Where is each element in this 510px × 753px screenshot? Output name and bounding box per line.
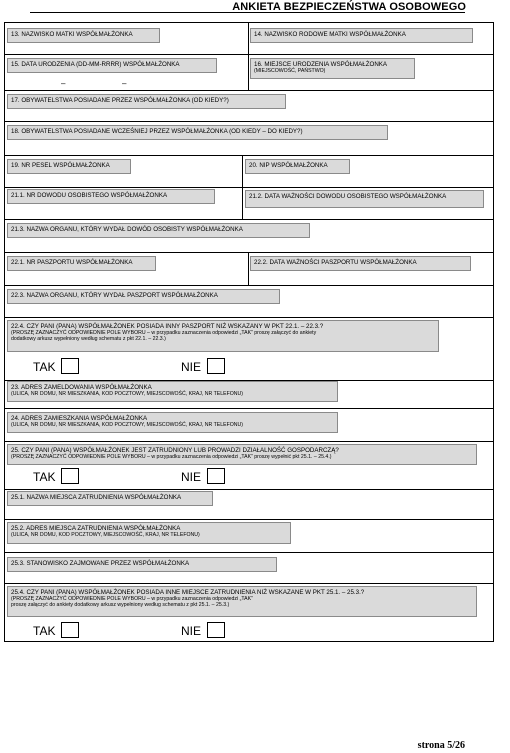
checkbox-22-4-no[interactable] <box>207 358 225 374</box>
field-14-mother-maiden-name[interactable]: 14. NAZWISKO RODOWE MATKI WSPÓŁMAŁŻONKA <box>250 28 473 43</box>
field-16-birth-place[interactable]: 16. MIEJSCE URODZENIA WSPÓŁMAŁŻONKA (MIEJSCOWOŚĆ, PAŃSTWO) <box>250 58 415 79</box>
field-21-2-id-expiry[interactable]: 21.2. DATA WAŻNOŚCI DOWODU OSOBISTEGO WSPÓŁMAŁŻONKA <box>245 190 484 208</box>
option-yes-label: TAK <box>33 624 56 638</box>
form-section <box>4 22 494 642</box>
column-divider <box>248 252 249 285</box>
field-25-employment[interactable]: 25. CZY PANI (PANA) WSPÓŁMAŁŻONEK JEST ZATRUDNIONY LUB PROWADZI DZIAŁALNOŚĆ GOSPODARCZĄ? (PROSZĘ ZAZNACZYĆ ODPOWIEDNIE POLE WYBORU – w przypadku zaznaczenia odpowiedzi „TAK” proszę wypełnić pkt 25.1. – 25.4.) <box>7 444 477 465</box>
field-21-1-id-number[interactable]: 21.1. NR DOWODU OSOBISTEGO WSPÓŁMAŁŻONKA <box>7 189 215 204</box>
checkbox-25-yes[interactable] <box>61 468 79 484</box>
field-19-pesel[interactable]: 19. NR PESEL WSPÓŁMAŁŻONKA <box>7 159 131 174</box>
row-divider <box>5 489 493 490</box>
row-divider <box>5 90 493 91</box>
option-yes-label: TAK <box>33 360 56 374</box>
field-25-3-position[interactable]: 25.3. STANOWISKO ZAJMOWANE PRZEZ WSPÓŁMAŁŻONKA <box>7 557 277 572</box>
date-separator: – <box>61 79 66 88</box>
field-22-4-other-passport[interactable]: 22.4. CZY PANI (PANA) WSPÓŁMAŁŻONEK POSIADA INNY PASZPORT NIŻ WSKAZANY W PKT 22.1. – 22.3.? (PROSZĘ ZAZNACZYĆ ODPOWIEDNIE POLE WYBORU – w przypadku zaznaczenia odpowiedzi „TAK” proszę załączyć do ankiety dodatkowy arkusz wypełniony według schematu z pkt 22.1. – 22.3.) <box>7 320 439 352</box>
row-divider <box>5 252 493 253</box>
field-25-2-employer-address[interactable]: 25.2. ADRES MIEJSCA ZATRUDNIENIA WSPÓŁMAŁŻONKA (ULICA, NR DOMU, KOD POCZTOWY, MIEJSCOWOŚĆ, KRAJ, NR TELEFONU) <box>7 522 291 544</box>
checkbox-22-4-yes[interactable] <box>61 358 79 374</box>
row-divider <box>5 155 493 156</box>
option-no-label: NIE <box>181 624 202 638</box>
field-23-registered-address[interactable]: 23. ADRES ZAMELDOWANIA WSPÓŁMAŁŻONKA (ULICA, NR DOMU, NR MIESZKANIA, KOD POCZTOWY, MIEJSCOWOŚĆ, KRAJ, NR TELEFONU) <box>7 381 338 402</box>
checkbox-25-no[interactable] <box>207 468 225 484</box>
row-divider <box>5 583 493 584</box>
row-divider <box>5 441 493 442</box>
option-no-label: NIE <box>181 360 202 374</box>
column-divider <box>248 23 249 90</box>
field-25-4-other-employment[interactable]: 25.4. CZY PANI (PANA) WSPÓŁMAŁŻONEK POSIADA INNE MIEJSCE ZATRUDNIENIA NIŻ WSKAZANE W PKT 25.1. – 25.3.? (PROSZĘ ZAZNACZYĆ ODPOWIEDNIE POLE WYBORU – w przypadku zaznaczenia odpowiedzi „TAK” proszę załączyć do ankiety dodatkowy arkusz wypełniony według schematu z pkt 25.1. – 25.3.) <box>7 586 477 617</box>
row-divider <box>5 121 493 122</box>
field-20-nip[interactable]: 20. NIP WSPÓŁMAŁŻONKA <box>245 159 350 174</box>
field-22-2-passport-expiry[interactable]: 22.2. DATA WAŻNOŚCI PASZPORTU WSPÓŁMAŁŻONKA <box>250 256 471 271</box>
row-divider <box>5 54 493 55</box>
field-25-1-employer-name[interactable]: 25.1. NAZWA MIEJSCA ZATRUDNIENIA WSPÓŁMAŁŻONKA <box>7 491 213 506</box>
row-divider <box>5 519 493 520</box>
field-13-mother-surname[interactable]: 13. NAZWISKO MATKI WSPÓŁMAŁŻONKA <box>7 28 160 43</box>
option-no-label: NIE <box>181 470 202 484</box>
page-number: strona 5/26 <box>417 740 465 751</box>
checkbox-25-4-yes[interactable] <box>61 622 79 638</box>
row-divider <box>5 552 493 553</box>
field-15-birth-date[interactable]: 15. DATA URODZENIA (DD-MM-RRRR) WSPÓŁMAŁŻONKA <box>7 58 217 73</box>
field-21-3-id-issuer[interactable]: 21.3. NAZWA ORGANU, KTÓRY WYDAŁ DOWÓD OSOBISTY WSPÓŁMAŁŻONKA <box>7 223 310 238</box>
form-title: ANKIETA BEZPIECZEŃSTWA OSOBOWEGO <box>232 1 466 13</box>
column-divider <box>242 155 243 219</box>
row-divider <box>5 219 493 220</box>
option-yes-label: TAK <box>33 470 56 484</box>
field-22-1-passport-number[interactable]: 22.1. NR PASZPORTU WSPÓŁMAŁŻONKA <box>7 256 156 271</box>
field-18-previous-citizenship[interactable]: 18. OBYWATELSTWA POSIADANE WCZEŚNIEJ PRZEZ WSPÓŁMAŁŻONKA (OD KIEDY – DO KIEDY?) <box>7 125 388 140</box>
row-divider <box>5 285 493 286</box>
field-22-3-passport-issuer[interactable]: 22.3. NAZWA ORGANU, KTÓRY WYDAŁ PASZPORT WSPÓŁMAŁŻONKA <box>7 289 280 304</box>
row-divider <box>5 317 493 318</box>
date-separator: – <box>122 79 127 88</box>
checkbox-25-4-no[interactable] <box>207 622 225 638</box>
row-divider <box>5 187 493 188</box>
row-divider <box>5 408 493 409</box>
field-24-residence-address[interactable]: 24. ADRES ZAMIESZKANIA WSPÓŁMAŁŻONKA (ULICA, NR DOMU, NR MIESZKANIA, KOD POCZTOWY, MIEJSCOWOŚĆ, KRAJ, NR TELEFONU) <box>7 412 338 433</box>
field-17-citizenship[interactable]: 17. OBYWATELSTWA POSIADANE PRZEZ WSPÓŁMAŁŻONKA (OD KIEDY?) <box>7 94 286 109</box>
